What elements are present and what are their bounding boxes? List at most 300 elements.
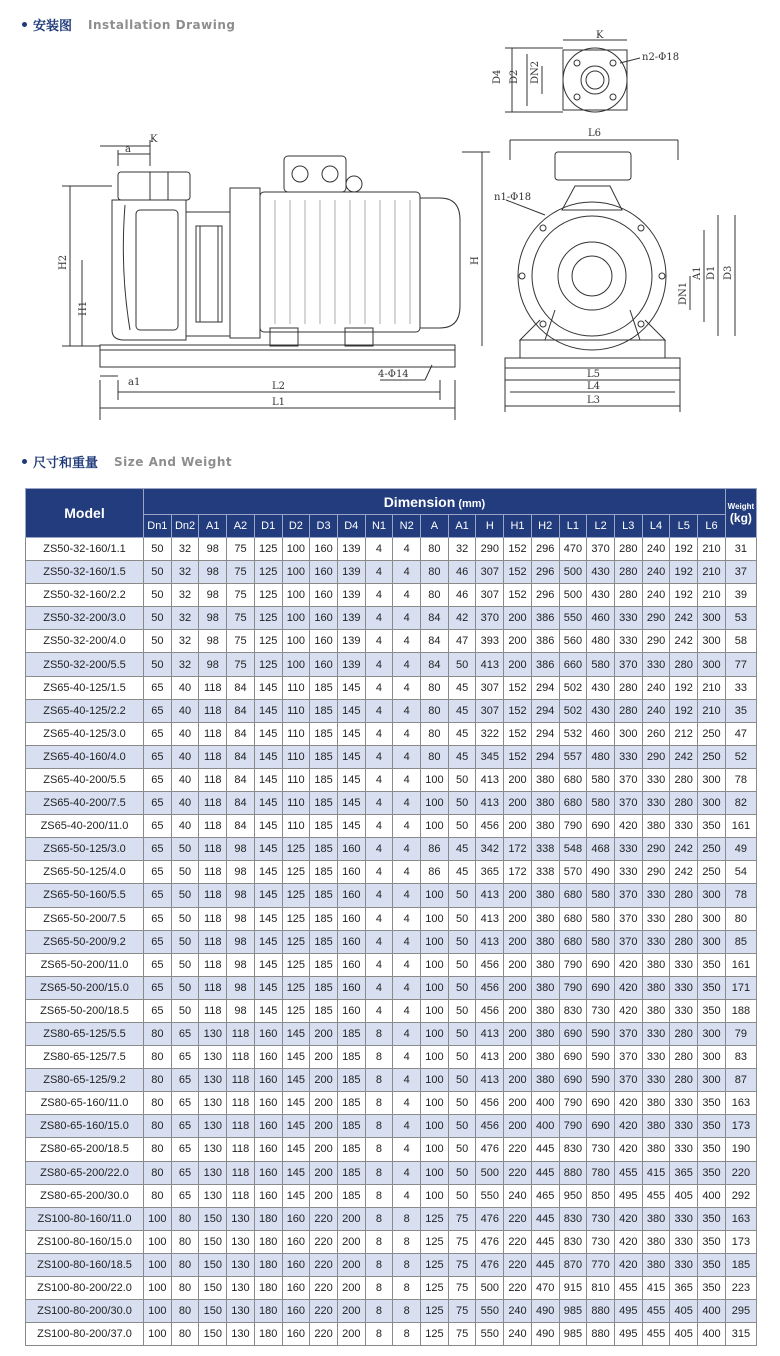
- dimension-cell: 8: [393, 1323, 421, 1346]
- dimension-cell: 380: [642, 953, 670, 976]
- dimension-cell: 80: [171, 1300, 199, 1323]
- dimension-cell: 185: [310, 815, 338, 838]
- dimension-cell: 118: [199, 907, 227, 930]
- model-cell: ZS65-50-200/7.5: [26, 907, 144, 930]
- dimension-cell: 65: [144, 953, 172, 976]
- dimension-cell: 445: [531, 1230, 559, 1253]
- dimension-cell: 4: [393, 815, 421, 838]
- dimension-cell: 65: [171, 1092, 199, 1115]
- label-L2: L2: [272, 381, 286, 392]
- dimension-cell: 200: [310, 1022, 338, 1045]
- table-row: [26, 1092, 757, 1115]
- column-header: D2: [282, 515, 310, 538]
- dimension-cell: 330: [642, 653, 670, 676]
- model-cell: ZS80-65-125/9.2: [26, 1069, 144, 1092]
- dimension-cell: 330: [642, 1046, 670, 1069]
- dimension-cell: 125: [421, 1253, 449, 1276]
- dimension-cell: 476: [476, 1253, 504, 1276]
- model-cell: ZS80-65-125/5.5: [26, 1022, 144, 1045]
- dimension-cell: 690: [587, 1115, 615, 1138]
- dimension-cell: 4: [393, 653, 421, 676]
- dimension-cell: 80: [144, 1069, 172, 1092]
- model-cell: ZS80-65-200/30.0: [26, 1184, 144, 1207]
- dimension-cell: 280: [614, 561, 642, 584]
- dimension-cell: 4: [365, 676, 393, 699]
- dimension-cell: 560: [559, 630, 587, 653]
- dimension-cell: 152: [504, 722, 532, 745]
- dimension-cell: 300: [698, 884, 726, 907]
- dimension-cell: 98: [227, 884, 255, 907]
- dimension-cell: 160: [337, 999, 365, 1022]
- dimension-cell: 160: [337, 838, 365, 861]
- dimension-cell: 294: [531, 722, 559, 745]
- dimension-cell: 300: [698, 792, 726, 815]
- dimension-cell: 290: [642, 630, 670, 653]
- dimension-cell: 550: [559, 607, 587, 630]
- dimension-cell: 370: [614, 1069, 642, 1092]
- dimension-cell: 130: [227, 1300, 255, 1323]
- dimension-cell: 50: [448, 815, 476, 838]
- dimension-cell: 130: [227, 1230, 255, 1253]
- dimension-cell: 380: [642, 999, 670, 1022]
- dimension-cell: 118: [227, 1092, 255, 1115]
- dimension-cell: 185: [310, 745, 338, 768]
- model-header: Model: [26, 489, 144, 538]
- dimension-cell: 145: [254, 930, 282, 953]
- dimension-cell: 470: [559, 538, 587, 561]
- dimension-cell: 730: [587, 1138, 615, 1161]
- dimension-cell: 690: [559, 1046, 587, 1069]
- dimension-cell: 220: [504, 1207, 532, 1230]
- dimension-cell: 100: [421, 1138, 449, 1161]
- dimension-cell: 250: [698, 745, 726, 768]
- column-header: D3: [310, 515, 338, 538]
- dimension-cell: 50: [144, 607, 172, 630]
- dimension-cell: 50: [448, 1161, 476, 1184]
- dimension-cell: 370: [614, 930, 642, 953]
- dimension-cell: 200: [504, 815, 532, 838]
- dimension-cell: 380: [642, 1138, 670, 1161]
- dimension-cell: 200: [504, 1046, 532, 1069]
- dimension-cell: 130: [199, 1022, 227, 1045]
- table-row: [26, 930, 757, 953]
- dimension-cell: 32: [171, 561, 199, 584]
- dimension-cell: 456: [476, 953, 504, 976]
- table-row: [26, 815, 757, 838]
- dimension-cell: 185: [337, 1046, 365, 1069]
- dimension-cell: 330: [670, 1253, 698, 1276]
- dimension-cell: 400: [698, 1300, 726, 1323]
- dimension-cell: 370: [614, 884, 642, 907]
- dimension-cell: 84: [227, 815, 255, 838]
- weight-cell: 161: [725, 815, 756, 838]
- dimension-cell: 380: [531, 1046, 559, 1069]
- dimension-cell: 98: [199, 607, 227, 630]
- dimension-cell: 370: [614, 1022, 642, 1045]
- dimension-cell: 100: [421, 792, 449, 815]
- column-header: H2: [531, 515, 559, 538]
- dimension-cell: 80: [144, 1115, 172, 1138]
- dimension-cell: 445: [531, 1161, 559, 1184]
- dimension-cell: 660: [559, 653, 587, 676]
- dimension-cell: 75: [227, 607, 255, 630]
- dimension-cell: 152: [504, 561, 532, 584]
- model-cell: ZS65-50-200/9.2: [26, 930, 144, 953]
- dimension-cell: 110: [282, 722, 310, 745]
- dimension-cell: 145: [337, 792, 365, 815]
- dimension-cell: 65: [171, 1115, 199, 1138]
- dimension-cell: 915: [559, 1277, 587, 1300]
- dimension-cell: 160: [337, 884, 365, 907]
- dimension-cell: 460: [587, 722, 615, 745]
- dimension-cell: 790: [559, 815, 587, 838]
- table-row: [26, 584, 757, 607]
- dimension-cell: 130: [199, 1092, 227, 1115]
- dimension-cell: 8: [365, 1230, 393, 1253]
- dimension-cell: 8: [365, 1184, 393, 1207]
- dimension-cell: 280: [670, 768, 698, 791]
- dimension-cell: 580: [587, 884, 615, 907]
- dimension-cell: 580: [587, 930, 615, 953]
- dimension-cell: 100: [421, 999, 449, 1022]
- dimension-cell: 590: [587, 1046, 615, 1069]
- dimension-cell: 370: [476, 607, 504, 630]
- dimension-cell: 307: [476, 676, 504, 699]
- dimension-cell: 118: [227, 1161, 255, 1184]
- dimension-cell: 50: [171, 838, 199, 861]
- dimension-cell: 145: [337, 745, 365, 768]
- dimension-cell: 50: [171, 930, 199, 953]
- dimension-cell: 4: [393, 907, 421, 930]
- dimension-cell: 350: [698, 953, 726, 976]
- dimension-cell: 4: [365, 538, 393, 561]
- dimension-cell: 8: [393, 1277, 421, 1300]
- dimension-cell: 118: [227, 1046, 255, 1069]
- dimension-cell: 200: [337, 1253, 365, 1276]
- dimension-cell: 145: [254, 953, 282, 976]
- dimension-cell: 50: [448, 884, 476, 907]
- dimension-cell: 200: [504, 1069, 532, 1092]
- dimension-cell: 100: [421, 1161, 449, 1184]
- dimension-cell: 220: [310, 1230, 338, 1253]
- dimension-cell: 4: [365, 745, 393, 768]
- dimension-cell: 180: [254, 1323, 282, 1346]
- table-row: [26, 653, 757, 676]
- table-row: [26, 1184, 757, 1207]
- dimension-cell: 830: [559, 1138, 587, 1161]
- dimension-cell: 160: [282, 1300, 310, 1323]
- dimension-cell: 456: [476, 815, 504, 838]
- dimension-cell: 100: [282, 607, 310, 630]
- table-row: [26, 1069, 757, 1092]
- dimension-cell: 380: [642, 1230, 670, 1253]
- dimension-cell: 125: [421, 1207, 449, 1230]
- dimension-cell: 46: [448, 584, 476, 607]
- dimension-cell: 100: [421, 930, 449, 953]
- dimension-cell: 100: [144, 1230, 172, 1253]
- column-header: A: [421, 515, 449, 538]
- dimension-cell: 465: [531, 1184, 559, 1207]
- dimension-cell: 220: [310, 1277, 338, 1300]
- dimension-cell: 100: [282, 653, 310, 676]
- size-weight-heading: [22, 452, 232, 471]
- dimension-cell: 75: [448, 1253, 476, 1276]
- dimension-cell: 210: [698, 676, 726, 699]
- table-row: [26, 999, 757, 1022]
- dimension-cell: 870: [559, 1253, 587, 1276]
- dimension-cell: 50: [448, 907, 476, 930]
- dimension-cell: 118: [199, 884, 227, 907]
- dimension-cell: 200: [310, 1046, 338, 1069]
- model-cell: ZS65-40-125/2.2: [26, 699, 144, 722]
- dimension-cell: 280: [670, 907, 698, 930]
- dimension-cell: 220: [310, 1300, 338, 1323]
- dimension-cell: 32: [448, 538, 476, 561]
- weight-cell: 173: [725, 1230, 756, 1253]
- dimension-cell: 430: [587, 584, 615, 607]
- table-row: [26, 676, 757, 699]
- dimension-cell: 75: [448, 1207, 476, 1230]
- weight-cell: 190: [725, 1138, 756, 1161]
- dimension-cell: 470: [531, 1277, 559, 1300]
- dimension-cell: 495: [614, 1300, 642, 1323]
- dimension-cell: 240: [642, 584, 670, 607]
- dimension-cell: 192: [670, 561, 698, 584]
- dimension-cell: 220: [504, 1253, 532, 1276]
- dimension-cell: 40: [171, 699, 199, 722]
- dimension-cell: 200: [504, 768, 532, 791]
- dimension-cell: 810: [587, 1277, 615, 1300]
- dimension-cell: 480: [587, 630, 615, 653]
- dimension-cell: 400: [698, 1323, 726, 1346]
- dimension-cell: 580: [587, 907, 615, 930]
- dimension-cell: 200: [337, 1300, 365, 1323]
- dimension-cell: 100: [421, 1115, 449, 1138]
- dimension-cell: 380: [531, 815, 559, 838]
- weight-cell: 292: [725, 1184, 756, 1207]
- dimension-cell: 200: [310, 1115, 338, 1138]
- dimension-cell: 350: [698, 1161, 726, 1184]
- dimension-cell: 80: [144, 1138, 172, 1161]
- dimension-cell: 192: [670, 584, 698, 607]
- dimension-cell: 476: [476, 1138, 504, 1161]
- model-cell: ZS80-65-200/18.5: [26, 1138, 144, 1161]
- dimension-cell: 370: [614, 1046, 642, 1069]
- dimension-cell: 8: [365, 1069, 393, 1092]
- model-cell: ZS100-80-200/37.0: [26, 1323, 144, 1346]
- dimension-cell: 790: [559, 1092, 587, 1115]
- weight-cell: 171: [725, 976, 756, 999]
- dimension-cell: 80: [144, 1092, 172, 1115]
- dimension-cell: 500: [476, 1161, 504, 1184]
- dimension-cell: 145: [254, 792, 282, 815]
- dimension-cell: 185: [310, 699, 338, 722]
- table-row: [26, 630, 757, 653]
- dimension-cell: 50: [448, 999, 476, 1022]
- dimension-cell: 65: [144, 907, 172, 930]
- dimension-cell: 80: [144, 1046, 172, 1069]
- dimension-cell: 456: [476, 1115, 504, 1138]
- dimension-cell: 84: [227, 722, 255, 745]
- label-D1: D1: [706, 265, 717, 280]
- model-cell: ZS80-65-160/15.0: [26, 1115, 144, 1138]
- dimension-cell: 413: [476, 1069, 504, 1092]
- dimension-cell: 280: [670, 1046, 698, 1069]
- section-title-en: Size And Weight: [114, 454, 233, 469]
- dimension-cell: 415: [642, 1161, 670, 1184]
- dimension-cell: 570: [559, 861, 587, 884]
- table-row: [26, 884, 757, 907]
- dimension-cell: 98: [227, 999, 255, 1022]
- dimension-cell: 250: [698, 722, 726, 745]
- dimension-cell: 220: [310, 1207, 338, 1230]
- dimension-cell: 98: [227, 953, 255, 976]
- dimension-cell: 330: [642, 907, 670, 930]
- dimension-cell: 110: [282, 676, 310, 699]
- section-title-cn: 尺寸和重量: [33, 456, 99, 471]
- dimension-cell: 125: [282, 907, 310, 930]
- dimension-cell: 65: [144, 815, 172, 838]
- dimension-cell: 380: [531, 792, 559, 815]
- dimension-cell: 4: [365, 584, 393, 607]
- dimension-cell: 160: [310, 653, 338, 676]
- dimension-cell: 330: [670, 815, 698, 838]
- dimension-cell: 139: [337, 607, 365, 630]
- dimension-cell: 4: [393, 953, 421, 976]
- outlet-flange: [118, 172, 190, 200]
- dimension-cell: 380: [531, 953, 559, 976]
- table-row: [26, 699, 757, 722]
- dimension-cell: 152: [504, 538, 532, 561]
- dimension-cell: 330: [670, 1092, 698, 1115]
- dimension-cell: 495: [614, 1184, 642, 1207]
- dimension-cell: 985: [559, 1300, 587, 1323]
- dimension-cell: 145: [254, 815, 282, 838]
- dimension-cell: 75: [227, 538, 255, 561]
- dimension-cell: 139: [337, 653, 365, 676]
- label-a1: a1: [128, 377, 141, 388]
- dimension-cell: 145: [254, 907, 282, 930]
- dimension-cell: 370: [614, 792, 642, 815]
- dimension-cell: 8: [393, 1207, 421, 1230]
- dimension-cell: 125: [421, 1323, 449, 1346]
- dimension-cell: 4: [365, 653, 393, 676]
- table-row: [26, 1046, 757, 1069]
- dimension-cell: 98: [227, 907, 255, 930]
- dimension-cell: 413: [476, 792, 504, 815]
- dimension-cell: 32: [171, 538, 199, 561]
- dimension-cell: 330: [670, 1115, 698, 1138]
- table-row: [26, 976, 757, 999]
- dimension-cell: 50: [448, 1069, 476, 1092]
- dimension-cell: 32: [171, 653, 199, 676]
- model-cell: ZS50-32-160/1.5: [26, 561, 144, 584]
- dimension-cell: 50: [448, 1046, 476, 1069]
- dimension-cell: 100: [282, 630, 310, 653]
- dimension-cell: 139: [337, 584, 365, 607]
- dimension-cell: 242: [670, 607, 698, 630]
- dimension-cell: 50: [448, 792, 476, 815]
- dimension-cell: 50: [448, 1115, 476, 1138]
- weight-cell: 83: [725, 1046, 756, 1069]
- dimension-cell: 80: [421, 561, 449, 584]
- label-L3: L3: [587, 395, 601, 406]
- dimension-cell: 420: [614, 1138, 642, 1161]
- dimension-cell: 145: [254, 976, 282, 999]
- dimension-cell: 130: [199, 1115, 227, 1138]
- dimension-cell: 490: [531, 1323, 559, 1346]
- dimension-cell: 210: [698, 584, 726, 607]
- dimension-cell: 40: [171, 768, 199, 791]
- dimension-cell: 240: [504, 1300, 532, 1323]
- table-row: [26, 1253, 757, 1276]
- dimension-cell: 4: [393, 999, 421, 1022]
- dimension-cell: 413: [476, 884, 504, 907]
- dimension-cell: 80: [171, 1277, 199, 1300]
- dimension-cell: 160: [337, 930, 365, 953]
- dimension-cell: 118: [199, 768, 227, 791]
- dimension-cell: 456: [476, 999, 504, 1022]
- dimension-cell: 160: [254, 1161, 282, 1184]
- dimension-cell: 240: [642, 561, 670, 584]
- model-cell: ZS65-50-200/15.0: [26, 976, 144, 999]
- dimension-cell: 300: [698, 907, 726, 930]
- dimension-cell: 4: [393, 1092, 421, 1115]
- dimension-cell: 185: [310, 884, 338, 907]
- dimension-cell: 98: [227, 861, 255, 884]
- dimension-cell: 300: [698, 1046, 726, 1069]
- dimension-cell: 4: [393, 1022, 421, 1045]
- dimension-cell: 4: [365, 768, 393, 791]
- dimension-cell: 65: [144, 884, 172, 907]
- dimension-cell: 4: [393, 861, 421, 884]
- dimension-cell: 4: [393, 1161, 421, 1184]
- dimension-cell: 125: [254, 584, 282, 607]
- dimension-cell: 4: [393, 1046, 421, 1069]
- dimension-cell: 185: [310, 792, 338, 815]
- weight-cell: 185: [725, 1253, 756, 1276]
- dimension-cell: 200: [337, 1277, 365, 1300]
- dimension-cell: 4: [393, 722, 421, 745]
- dimension-cell: 307: [476, 561, 504, 584]
- dimension-cell: 118: [227, 1138, 255, 1161]
- dimension-cell: 4: [365, 792, 393, 815]
- dimension-cell: 200: [504, 953, 532, 976]
- model-cell: ZS65-40-125/1.5: [26, 676, 144, 699]
- dimension-cell: 125: [254, 653, 282, 676]
- dimension-cell: 160: [254, 1069, 282, 1092]
- dimension-cell: 420: [614, 1253, 642, 1276]
- dimension-cell: 160: [254, 1022, 282, 1045]
- dimension-cell: 4: [365, 699, 393, 722]
- dimension-cell: 185: [337, 1092, 365, 1115]
- dimension-cell: 480: [587, 745, 615, 768]
- dimension-cell: 4: [393, 1115, 421, 1138]
- label-L6: L6: [588, 128, 602, 139]
- dimension-cell: 180: [254, 1253, 282, 1276]
- dimension-cell: 100: [282, 584, 310, 607]
- weight-cell: 78: [725, 768, 756, 791]
- dimension-cell: 280: [614, 538, 642, 561]
- dimension-cell: 557: [559, 745, 587, 768]
- dimension-cell: 152: [504, 699, 532, 722]
- table-row: [26, 1300, 757, 1323]
- model-cell: ZS80-65-200/22.0: [26, 1161, 144, 1184]
- dimension-cell: 125: [282, 838, 310, 861]
- weight-unit: (kg): [729, 510, 752, 525]
- weight-cell: 47: [725, 722, 756, 745]
- dimension-cell: 185: [310, 907, 338, 930]
